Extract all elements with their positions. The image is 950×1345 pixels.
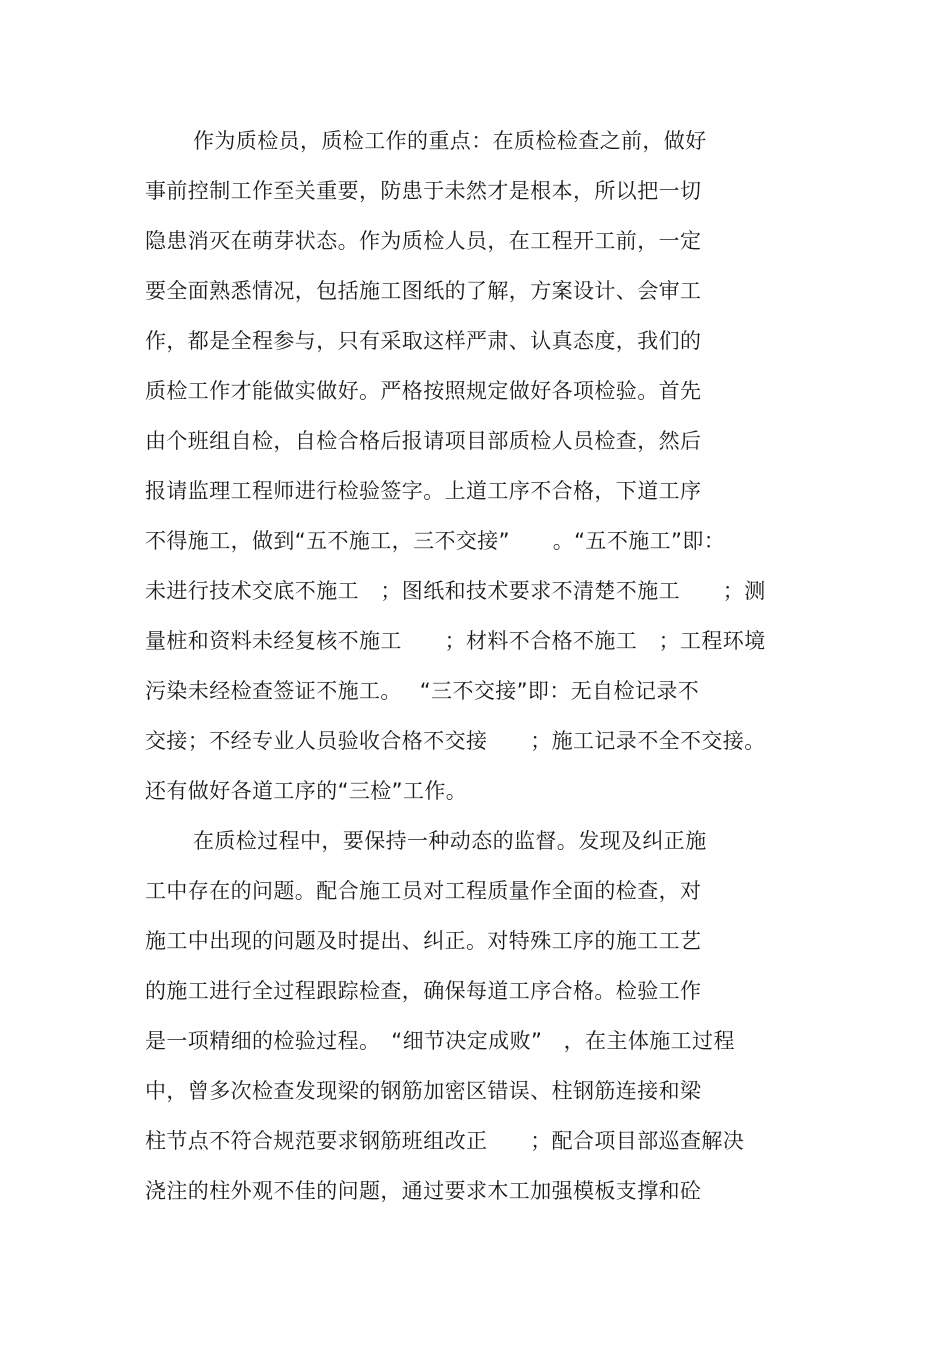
paragraph-1-line-4: 要全面熟悉情况，包括施工图纸的了解，方案设计、会审工 (145, 279, 702, 303)
paragraph-1-line-2: 事前控制工作至关重要，防患于未然才是根本，所以把一切 (145, 179, 702, 203)
paragraph-1-line-5: 作，都是全程参与，只有采取这样严肃、认真态度，我们的 (145, 329, 702, 353)
paragraph-1-line-8: 报请监理工程师进行检验签字。上道工序不合格，下道工序 (145, 479, 702, 503)
paragraph-2-line-1: 在质检过程中，要保持一种动态的监督。发现及纠正施 (193, 829, 707, 853)
paragraph-1-line-14: 还有做好各道工序的“三检”工作。 (145, 779, 468, 803)
paragraph-1-line-13: 交接；不经专业人员验收合格不交接 ；施工记录不全不交接。 (145, 729, 766, 753)
paragraph-1-line-7: 由个班组自检，自检合格后报请项目部质检人员检查，然后 (145, 429, 702, 453)
paragraph-2-line-7: 柱节点不符合规范要求钢筋班组改正 ；配合项目部巡查解决 (145, 1129, 745, 1153)
paragraph-1-line-9: 不得施工，做到“五不施工，三不交接” 。“五不施工”即： (145, 529, 726, 553)
paragraph-1-line-3: 隐患消灭在萌芽状态。作为质检人员，在工程开工前，一定 (145, 229, 702, 253)
paragraph-2-line-3: 施工中出现的问题及时提出、纠正。对特殊工序的施工工艺 (145, 929, 702, 953)
paragraph-1-line-11: 量桩和资料未经复核不施工 ；材料不合格不施工 ；工程环境 (145, 629, 766, 653)
paragraph-1-line-1: 作为质检员，质检工作的重点：在质检检查之前，做好 (193, 129, 707, 153)
paragraph-2-line-8: 浇注的柱外观不佳的问题，通过要求木工加强模板支撑和砼 (145, 1179, 702, 1203)
paragraph-1-line-10: 未进行技术交底不施工 ；图纸和技术要求不清楚不施工 ；测 (145, 579, 766, 603)
paragraph-1-line-12: 污染未经检查签证不施工。 “三不交接”即：无自检记录不 (145, 679, 700, 703)
paragraph-2-line-6: 中，曾多次检查发现梁的钢筋加密区错误、柱钢筋连接和梁 (145, 1079, 702, 1103)
paragraph-2-line-5: 是一项精细的检验过程。 “细节决定成败” ，在主体施工过程 (145, 1029, 735, 1053)
paragraph-1-line-6: 质检工作才能做实做好。严格按照规定做好各项检验。首先 (145, 379, 702, 403)
paragraph-2-line-2: 工中存在的问题。配合施工员对工程质量作全面的检查，对 (145, 879, 702, 903)
paragraph-2-line-4: 的施工进行全过程跟踪检查，确保每道工序合格。检验工作 (145, 979, 702, 1003)
